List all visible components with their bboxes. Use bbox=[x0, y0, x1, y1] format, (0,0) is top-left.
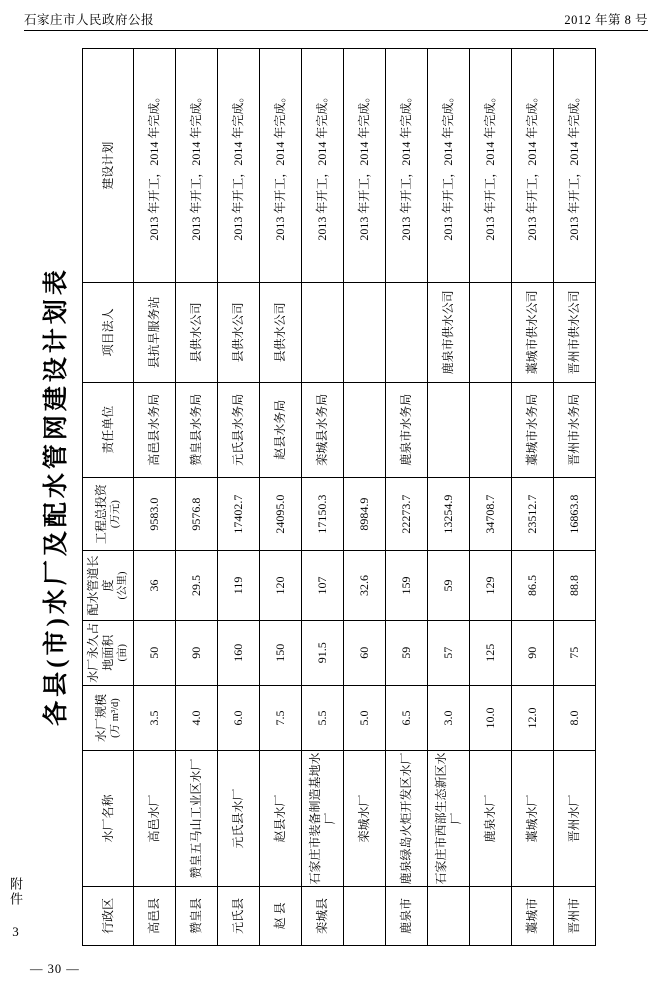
rotated-table-region bbox=[18, 40, 654, 952]
cell-plant-name: 石家庄市装备制造基地水厂 bbox=[302, 751, 344, 887]
cell-scale: 12.0 bbox=[512, 685, 554, 750]
column-header-region bbox=[83, 886, 134, 945]
cell-land-area: 75 bbox=[554, 620, 596, 685]
cell-construction-plan: 2013 年开工，2014 年完成。 bbox=[428, 49, 470, 283]
cell-responsible-unit: 栾城县水务局 bbox=[302, 382, 344, 477]
cell-scale: 4.0 bbox=[176, 685, 218, 750]
cell-construction-plan: 2013 年开工，2014 年完成。 bbox=[260, 49, 302, 283]
cell-pipe-length: 86.5 bbox=[512, 551, 554, 620]
cell-land-area: 91.5 bbox=[302, 620, 344, 685]
cell-responsible-unit bbox=[470, 382, 512, 477]
header-divider bbox=[24, 30, 648, 31]
cell-construction-plan: 2013 年开工，2014 年完成。 bbox=[176, 49, 218, 283]
table-row bbox=[176, 49, 218, 946]
cell-region: 鹿泉市 bbox=[386, 886, 428, 945]
cell-investment: 24095.0 bbox=[260, 477, 302, 550]
cell-investment: 22273.7 bbox=[386, 477, 428, 550]
cell-responsible-unit: 元氏县水务局 bbox=[218, 382, 260, 477]
cell-scale: 3.0 bbox=[428, 685, 470, 750]
publication-title: 石家庄市人民政府公报 bbox=[24, 13, 155, 27]
cell-pipe-length: 36 bbox=[134, 551, 176, 620]
cell-responsible-unit bbox=[428, 382, 470, 477]
cell-pipe-length: 129 bbox=[470, 551, 512, 620]
cell-responsible-unit: 赞皇县水务局 bbox=[176, 382, 218, 477]
cell-legal-person bbox=[386, 283, 428, 382]
cell-scale: 6.0 bbox=[218, 685, 260, 750]
cell-construction-plan: 2013 年开工，2014 年完成。 bbox=[134, 49, 176, 283]
table-row bbox=[344, 49, 386, 946]
cell-land-area: 50 bbox=[134, 620, 176, 685]
column-header-pipe-length-label: 配水管道长度 bbox=[86, 555, 116, 616]
attachment-label: 附件 3 bbox=[8, 877, 23, 941]
cell-pipe-length: 88.8 bbox=[554, 551, 596, 620]
cell-legal-person: 藁城市供水公司 bbox=[512, 283, 554, 382]
cell-region bbox=[470, 886, 512, 945]
cell-plant-name: 晋州水厂 bbox=[554, 751, 596, 887]
cell-land-area: 90 bbox=[176, 620, 218, 685]
column-header-legal-person-label: 项目法人 bbox=[100, 308, 115, 357]
column-header-scale-unit: (万 m³/d) bbox=[109, 698, 121, 738]
cell-pipe-length: 107 bbox=[302, 551, 344, 620]
cell-plant-name: 石家庄市西部生态新区水厂 bbox=[428, 751, 470, 887]
cell-legal-person: 晋州市供水公司 bbox=[554, 283, 596, 382]
column-header-plant-name bbox=[83, 751, 134, 887]
cell-region: 赵 县 bbox=[260, 886, 302, 945]
column-header-plant-name-label: 水厂名称 bbox=[100, 794, 115, 843]
water-plant-plan-table bbox=[82, 48, 596, 946]
cell-land-area: 57 bbox=[428, 620, 470, 685]
cell-legal-person: 县供水公司 bbox=[260, 283, 302, 382]
cell-investment: 16863.8 bbox=[554, 477, 596, 550]
column-header-region-label: 行政区 bbox=[100, 897, 115, 934]
cell-legal-person: 鹿泉市供水公司 bbox=[428, 283, 470, 382]
cell-region: 晋州市 bbox=[554, 886, 596, 945]
cell-region bbox=[428, 886, 470, 945]
cell-investment: 8984.9 bbox=[344, 477, 386, 550]
cell-scale: 6.5 bbox=[386, 685, 428, 750]
column-header-scale-label: 水厂规模 bbox=[93, 694, 108, 743]
column-header-legal-person bbox=[83, 283, 134, 382]
cell-responsible-unit: 晋州市水务局 bbox=[554, 382, 596, 477]
cell-plant-name: 元氏县水厂 bbox=[218, 751, 260, 887]
column-header-investment bbox=[83, 477, 134, 550]
cell-land-area: 59 bbox=[386, 620, 428, 685]
column-header-scale bbox=[83, 685, 134, 750]
cell-plant-name: 栾城水厂 bbox=[344, 751, 386, 887]
column-header-responsible-unit-label: 责任单位 bbox=[100, 405, 115, 454]
cell-region: 元氏县 bbox=[218, 886, 260, 945]
cell-plant-name: 鹿泉水厂 bbox=[470, 751, 512, 887]
cell-construction-plan: 2013 年开工，2014 年完成。 bbox=[470, 49, 512, 283]
cell-scale: 7.5 bbox=[260, 685, 302, 750]
table-row bbox=[554, 49, 596, 946]
cell-investment: 34708.7 bbox=[470, 477, 512, 550]
cell-land-area: 60 bbox=[344, 620, 386, 685]
cell-plant-name: 赞皇五马山工业区水厂 bbox=[176, 751, 218, 887]
table-row bbox=[470, 49, 512, 946]
cell-legal-person bbox=[344, 283, 386, 382]
table-row bbox=[302, 49, 344, 946]
cell-land-area: 160 bbox=[218, 620, 260, 685]
cell-investment: 17150.3 bbox=[302, 477, 344, 550]
cell-region: 栾城县 bbox=[302, 886, 344, 945]
issue-number: 2012 年第 8 号 bbox=[564, 13, 648, 27]
table-title: 各县(市)水厂及配水管网建设计划表 bbox=[43, 266, 70, 726]
cell-responsible-unit: 高邑县水务局 bbox=[134, 382, 176, 477]
cell-plant-name: 藁城水厂 bbox=[512, 751, 554, 887]
cell-construction-plan: 2013 年开工，2014 年完成。 bbox=[386, 49, 428, 283]
cell-region bbox=[344, 886, 386, 945]
cell-plant-name: 赵县水厂 bbox=[260, 751, 302, 887]
cell-responsible-unit: 藁城市水务局 bbox=[512, 382, 554, 477]
cell-region: 藁城市 bbox=[512, 886, 554, 945]
cell-legal-person bbox=[302, 283, 344, 382]
table-row bbox=[512, 49, 554, 946]
column-header-construction-plan bbox=[83, 49, 134, 283]
column-header-land-area-label: 水厂永久占地面积 bbox=[86, 622, 116, 683]
cell-legal-person: 县供水公司 bbox=[176, 283, 218, 382]
table-body bbox=[134, 49, 596, 946]
table-row bbox=[428, 49, 470, 946]
cell-legal-person: 县抗旱服务站 bbox=[134, 283, 176, 382]
cell-scale: 5.0 bbox=[344, 685, 386, 750]
cell-responsible-unit: 赵县水务局 bbox=[260, 382, 302, 477]
cell-construction-plan: 2013 年开工，2014 年完成。 bbox=[512, 49, 554, 283]
cell-region: 赞皇县 bbox=[176, 886, 218, 945]
cell-responsible-unit bbox=[344, 382, 386, 477]
cell-legal-person bbox=[470, 283, 512, 382]
cell-scale: 10.0 bbox=[470, 685, 512, 750]
cell-pipe-length: 32.6 bbox=[344, 551, 386, 620]
cell-scale: 5.5 bbox=[302, 685, 344, 750]
cell-scale: 8.0 bbox=[554, 685, 596, 750]
column-header-land-area-unit: (亩) bbox=[117, 643, 129, 662]
column-header-pipe-length-unit: (公里) bbox=[117, 571, 129, 600]
page-number: — 30 — bbox=[30, 962, 80, 976]
table-row bbox=[134, 49, 176, 946]
cell-plant-name: 高邑水厂 bbox=[134, 751, 176, 887]
table-row bbox=[218, 49, 260, 946]
column-header-investment-label: 工程总投资 bbox=[93, 484, 108, 545]
cell-legal-person: 县供水公司 bbox=[218, 283, 260, 382]
cell-scale: 3.5 bbox=[134, 685, 176, 750]
column-header-responsible-unit bbox=[83, 382, 134, 477]
cell-plant-name: 鹿泉绿岛火炬开发区水厂 bbox=[386, 751, 428, 887]
cell-pipe-length: 119 bbox=[218, 551, 260, 620]
cell-investment: 13254.9 bbox=[428, 477, 470, 550]
table-header-row bbox=[83, 49, 134, 946]
cell-construction-plan: 2013 年开工，2014 年完成。 bbox=[302, 49, 344, 283]
cell-land-area: 125 bbox=[470, 620, 512, 685]
cell-land-area: 90 bbox=[512, 620, 554, 685]
table-row bbox=[260, 49, 302, 946]
cell-pipe-length: 159 bbox=[386, 551, 428, 620]
cell-responsible-unit: 鹿泉市水务局 bbox=[386, 382, 428, 477]
column-header-land-area bbox=[83, 620, 134, 685]
cell-region: 高邑县 bbox=[134, 886, 176, 945]
cell-pipe-length: 59 bbox=[428, 551, 470, 620]
cell-construction-plan: 2013 年开工，2014 年完成。 bbox=[554, 49, 596, 283]
cell-investment: 9583.0 bbox=[134, 477, 176, 550]
column-header-investment-unit: (万元) bbox=[109, 500, 121, 529]
cell-pipe-length: 120 bbox=[260, 551, 302, 620]
cell-construction-plan: 2013 年开工，2014 年完成。 bbox=[218, 49, 260, 283]
cell-construction-plan: 2013 年开工，2014 年完成。 bbox=[344, 49, 386, 283]
cell-pipe-length: 29.5 bbox=[176, 551, 218, 620]
cell-investment: 17402.7 bbox=[218, 477, 260, 550]
column-header-construction-plan-label: 建设计划 bbox=[100, 141, 115, 190]
table-head bbox=[83, 49, 134, 946]
cell-investment: 23512.7 bbox=[512, 477, 554, 550]
cell-investment: 9576.8 bbox=[176, 477, 218, 550]
column-header-pipe-length bbox=[83, 551, 134, 620]
cell-land-area: 150 bbox=[260, 620, 302, 685]
table-row bbox=[386, 49, 428, 946]
